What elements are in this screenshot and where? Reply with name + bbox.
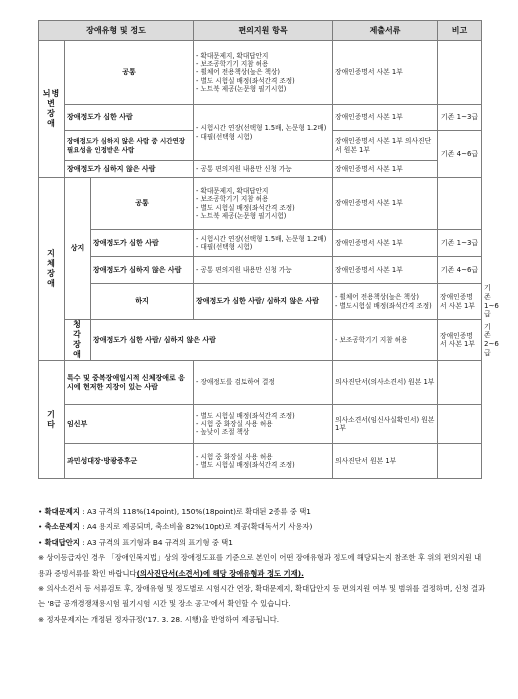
support-item: - 장애정도를 검토하여 결정 [194,361,333,405]
note-line: • 확대문제지 : A3 규격의 118%(14point), 150%(18point)로 확대된 2종류 중 택1 [38,507,311,516]
table-row [39,105,482,131]
row-label: 장애정도가 심한 사람/ 심하지 않은 사람 [194,284,333,320]
row-label: 장애정도가 심한 사람 [65,105,194,131]
note-cell: 기존 4~6급 [438,131,482,178]
support-list: - 시험시간 연장(선택형 1.5배, 논문형 1.2배) - 대필(선택형 시험) [194,230,333,257]
row-label: 장애정도가 심하지 않은 사람 [91,257,194,284]
support-list: - 휠체어 전용책상(높은 책상) - 별도시험실 배정(좌석간격 조정) [333,284,438,320]
table-row [39,178,482,230]
table-row: 하지 장애정도가 심한 사람/ 심하지 않은 사람 - 휠체어 전용책상(높은 책상) - 별도시험실 배정(좌석간격 조정) 장애인증명서 사본 1부 기존 1~6급 [39,284,482,320]
limb-upper-label: 상지 [65,178,91,320]
note-cell: 기존 4~6급 [438,257,482,284]
header-note: 비고 [438,21,482,41]
docs-cell: 장애인증명서 사본 1부 [333,178,438,230]
support-list: - 별도 시험실 배정(좌석간격 조정) - 시험 중 화장실 사용 허용 - 높낮이 조절 책상 [194,405,333,444]
row-label: 임신부 [65,405,194,444]
row-label: 특수 및 중복장애일시적 신체장애로 응시에 현저한 지장이 있는 사람 [65,361,194,405]
row-label: 장애정도가 심하지 않은 사람 중 시간연장 필요성을 인정받은 사람 [65,131,194,161]
note-cell [438,405,482,444]
note-cell [438,444,482,479]
category-brain: 뇌병변 장 애 [39,41,65,178]
table-row [39,41,482,105]
support-list: - 시험 중 화장실 사용 허용 - 별도 시험실 배정(좌석간격 조정) [194,444,333,479]
row-label: 과민성대장·방광증후군 [65,444,194,479]
header-type: 장애유형 및 정도 [39,21,194,41]
table-row [39,257,482,284]
row-label: 장애정도가 심한 사람/ 심하지 않은 사람 [91,320,333,361]
note-line: • 확대답안지 : A3 규격의 표기형과 B4 규격의 표기형 중 택1 [38,537,233,547]
docs-cell: 의사진단서(의사소견서) 원본 1부 [333,361,438,405]
docs-cell: 장애인증명서 사본 1부 [333,41,438,105]
note-cell: 기존 1~3급 [438,105,482,131]
support-list: - 시험시간 연장(선택형 1.5배, 논문형 1.2배) - 대필(선택형 시험) [194,105,333,161]
row-label: 공통 [65,41,194,105]
support-item: - 공통 편의지원 내용만 신청 가능 [194,161,333,178]
row-label: 공통 [91,178,194,230]
table-row [39,161,482,178]
note-cell [438,178,482,230]
note-line: ※ 정자문제지는 개정된 정자규정('17. 3. 28. 시행)을 반영하여 제공됩니다. [38,614,280,624]
docs-cell: 장애인증명서 사본 1부 [333,161,438,178]
support-item: - 보조공학기기 지참 허용 [333,320,438,361]
docs-cell: 장애인증명서 사본 1부 [438,320,482,361]
note-line: ※ 의사소견서 등 서류검토 후, 장애유형 및 정도별로 시험시간 연장, 확대문제지, 확대답안지 등 편의지원 여부 및 범위를 결정하며, 신청 결과는 '8급 공개경쟁채용시험 필기시험 시간 및 장소 공고'에서 확인할 수 있습니다. [38,584,486,609]
table-header-row [39,21,482,41]
docs-cell: 장애인증명서 사본 1부 의사진단서 원본 1부 [333,131,438,161]
row-label: 장애정도가 심하지 않은 사람 [65,161,194,178]
docs-cell: 장애인증명서 사본 1부 [438,284,482,320]
notes-section [38,504,488,627]
note-line: • 축소문제지 : A4 용지로 제공되며, 축소비율 82%(10pt)로 제공(확대독서기 사용자) [38,522,313,532]
support-list: - 확대문제지, 확대답안지 - 보조공학기기 지참 허용 - 별도 시험실 배정(좌석간격 조정) - 노트북 제공(논문형 필기시험) [194,178,333,230]
docs-cell: 장애인증명서 사본 1부 [333,230,438,257]
row-label: 장애정도가 심한 사람 [91,230,194,257]
table-row [39,230,482,257]
header-docs: 제출서류 [333,21,438,41]
docs-cell: 의사진단서 원본 1부 [333,444,438,479]
note-cell: 기존 1~3급 [438,230,482,257]
support-list: - 확대문제지, 확대답안지 - 보조공학기기 지참 허용 - 휠체어 전용책상(높은 책상) - 별도 시험실 배정(좌석간격 조정) - 노트북 제공(논문형 필기시험) [194,41,333,105]
support-item: - 공통 편의지원 내용만 신청 가능 [194,257,333,284]
limb-lower-label: 하지 [91,284,194,320]
table-row [39,361,482,405]
accommodation-table [38,20,499,479]
docs-cell: 장애인증명서 사본 1부 [333,105,438,131]
category-hearing: 청 각 장 애 [65,320,91,361]
table-row: 청 각 장 애 장애정도가 심한 사람/ 심하지 않은 사람 - 보조공학기기 지참 허용 장애인증명서 사본 1부 기존 2~6급 [39,320,482,361]
table-row [39,405,482,444]
docs-cell: 의사소견서(임신사실확인서) 원본 1부 [333,405,438,444]
category-other: 기 타 [39,361,65,479]
note-cell [438,41,482,105]
note-cell [438,361,482,405]
note-line: ※ 상이등급자인 경우 「장애인복지법」상의 장애정도표를 기준으로 본인이 어떤 장애유형과 정도에 해당되는지 참조한 후 위의 편의지원 내용과 증빙서류를 확인 바랍니다(의사진단서(소견서)에 해당 장애유형과 정도 기재). [38,553,482,578]
table-row [39,444,482,479]
header-support: 편의지원 항목 [194,21,333,41]
category-limb: 지 체 장 애 [39,178,65,361]
docs-cell: 장애인증명서 사본 1부 [333,257,438,284]
